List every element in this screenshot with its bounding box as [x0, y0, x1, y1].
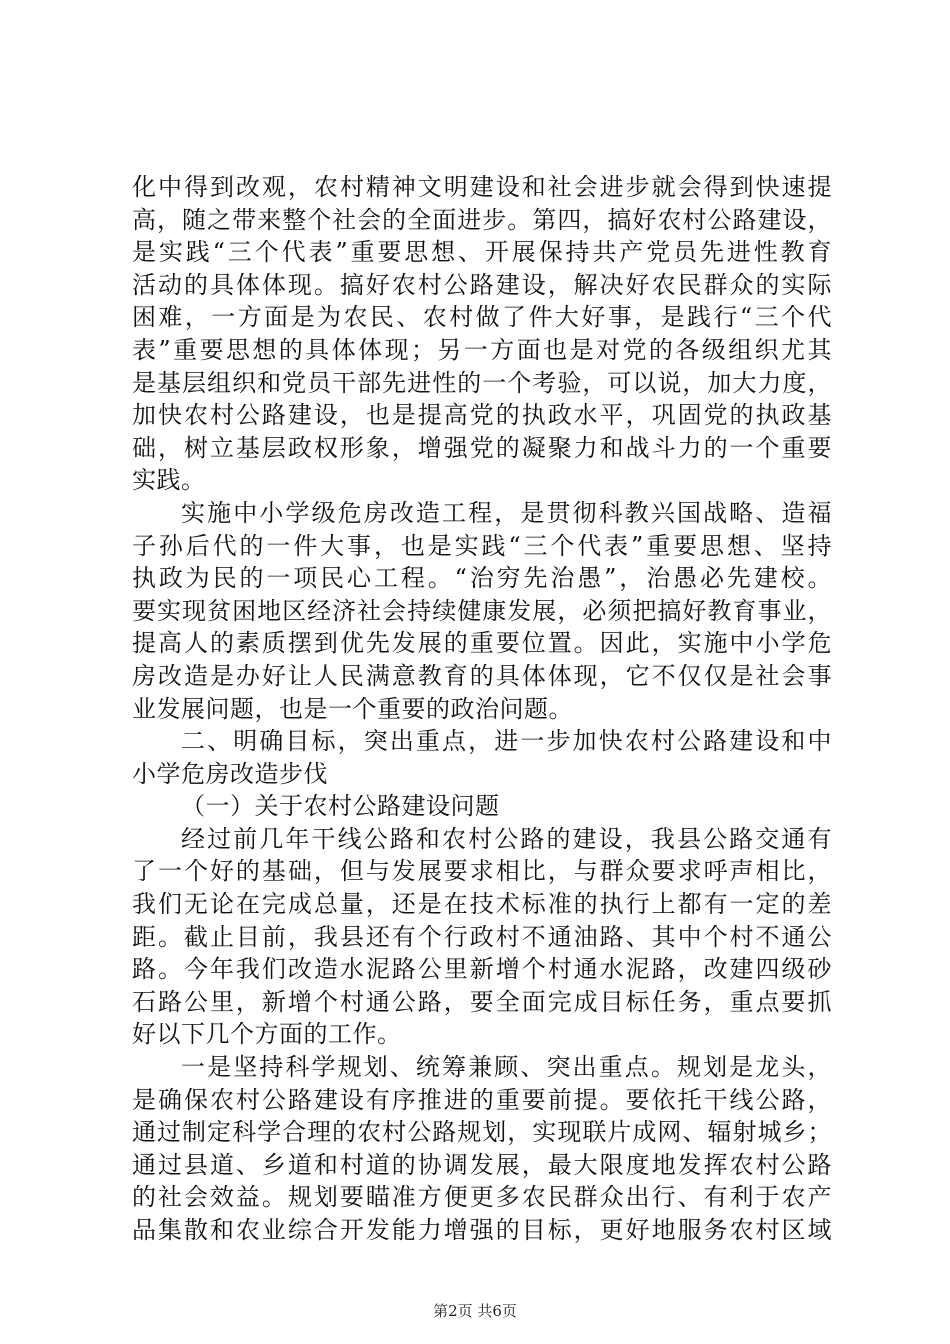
text-line: 距。截止目前，我县还有个行政村不通油路、其中个村不通公	[132, 922, 832, 951]
text-line: 路。今年我们改造水泥路公里新增个村通水泥路，改建四级砂	[132, 955, 832, 984]
text-line: 要实现贫困地区经济社会持续健康发展，必须把搞好教育事业，	[132, 596, 832, 625]
document-body	[132, 171, 832, 1247]
text-line: 二、明确目标，突出重点，进一步加快农村公路建设和中	[181, 727, 832, 756]
text-line: 是实践“三个代表”重要思想、开展保持共产党员先进性教育	[132, 238, 832, 267]
text-line: 执政为民的一项民心工程。“治穷先治愚”，治愚必先建校。	[132, 564, 832, 593]
text-line: 好以下几个方面的工作。	[132, 1020, 402, 1049]
text-line: 化中得到改观，农村精神文明建设和社会进步就会得到快速提	[132, 173, 832, 201]
text-line: 实践。	[132, 466, 206, 495]
text-line: 表”重要思想的具体体现；另一方面也是对党的各级组织尤其	[132, 335, 832, 364]
text-line: 房改造是办好让人民满意教育的具体体现，它不仅仅是社会事	[132, 661, 832, 690]
text-line: 活动的具体体现。搞好农村公路建设，解决好农民群众的实际	[132, 270, 832, 299]
text-line: 提高人的素质摆到优先发展的重要位置。因此，实施中小学危	[132, 629, 832, 658]
text-line: 子孙后代的一件大事，也是实践“三个代表”重要思想、坚持	[132, 531, 832, 560]
text-line: 经过前几年干线公路和农村公路的建设，我县公路交通有	[181, 824, 832, 853]
text-line: 的社会效益。规划要瞄准方便更多农民群众出行、有利于农产	[132, 1183, 832, 1212]
text-line: 小学危房改造步伐	[132, 759, 328, 788]
text-line: 品集散和农业综合开发能力增强的目标，更好地服务农村区域	[132, 1216, 832, 1244]
text-line: 通过县道、乡道和村道的协调发展，最大限度地发挥农村公路	[132, 1150, 832, 1179]
text-line: 是确保农村公路建设有序推进的重要前提。要依托干线公路，	[132, 1085, 832, 1114]
text-line: 通过制定科学合理的农村公路规划，实现联片成网、辐射城乡；	[132, 1118, 832, 1147]
text-line: （一）关于农村公路建设问题	[181, 792, 500, 821]
text-line: 困难，一方面是为农民、农村做了件大好事，是践行“三个代	[132, 303, 832, 332]
text-line: 一是坚持科学规划、统筹兼顾、突出重点。规划是龙头，	[181, 1053, 832, 1082]
text-line: 了一个好的基础，但与发展要求相比，与群众要求呼声相比，	[132, 857, 832, 886]
text-line: 高，随之带来整个社会的全面进步。第四，搞好农村公路建设，	[132, 205, 832, 234]
text-line: 我们无论在完成总量，还是在技术标准的执行上都有一定的差	[132, 890, 832, 919]
text-line: 业发展问题，也是一个重要的政治问题。	[132, 694, 573, 723]
text-line: 加快农村公路建设，也是提高党的执政水平，巩固党的执政基	[132, 401, 832, 430]
text-line: 实施中小学级危房改造工程，是贯彻科教兴国战略、造福	[181, 498, 832, 527]
text-line: 是基层组织和党员干部先进性的一个考验，可以说，加大力度，	[132, 368, 832, 397]
text-line: 石路公里，新增个村通公路，要全面完成目标任务，重点要抓	[132, 987, 832, 1016]
page-footer: 第2页 共6页	[433, 1302, 517, 1320]
text-line: 础，树立基层政权形象，增强党的凝聚力和战斗力的一个重要	[132, 433, 832, 462]
